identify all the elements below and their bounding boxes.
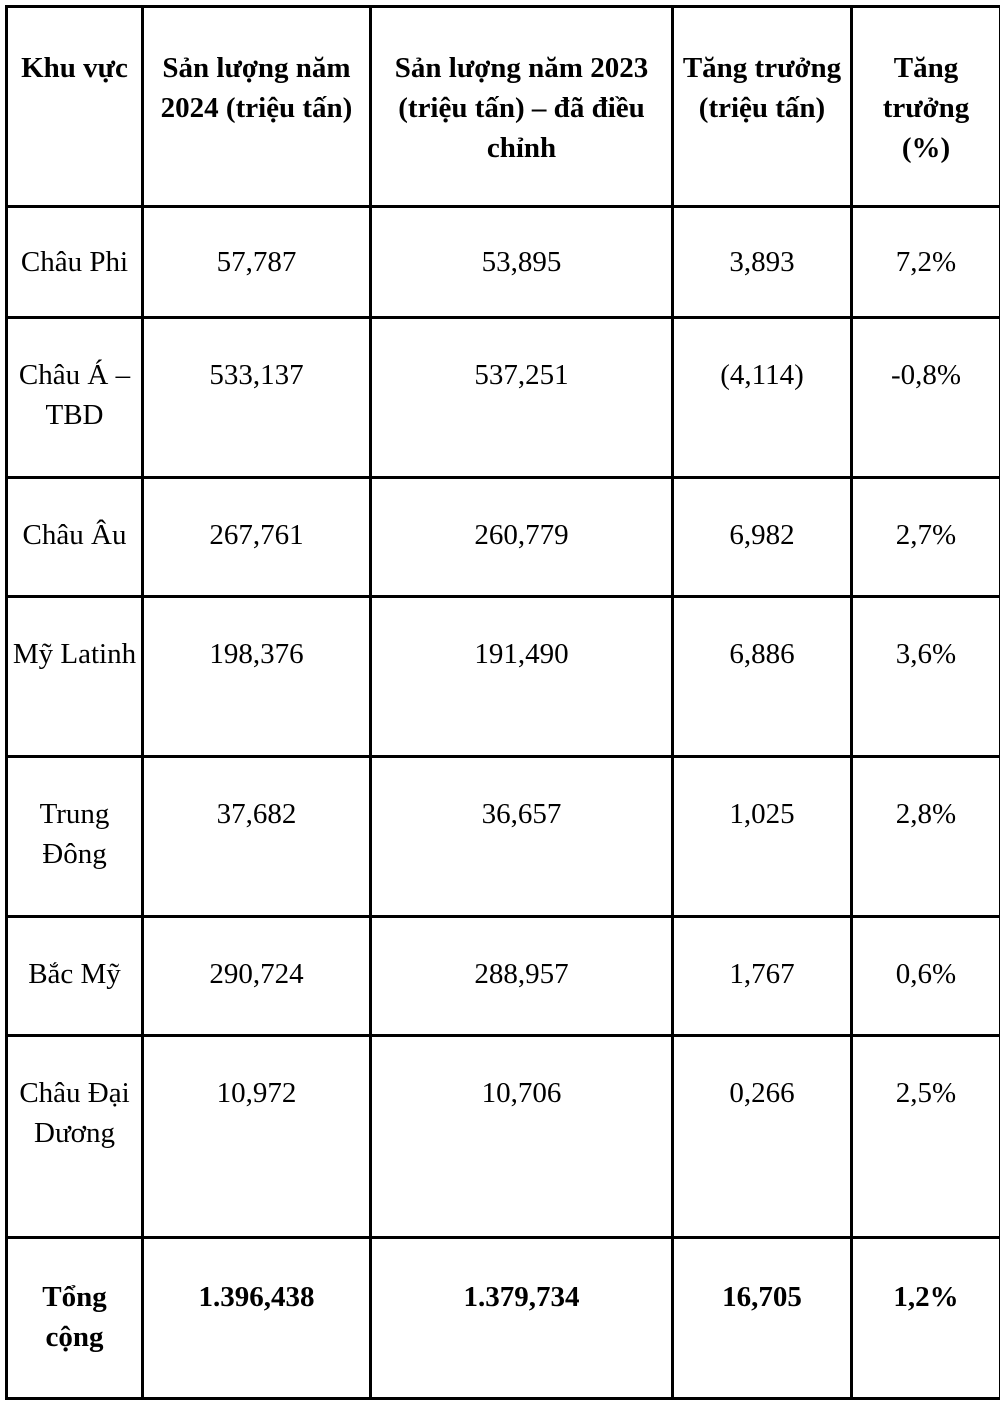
total-output-2023-cell: 1.379,734 xyxy=(371,1238,673,1399)
header-growth-volume: Tăng trưởng (triệu tấn) xyxy=(673,7,852,207)
growth-percent-cell: 2,8% xyxy=(852,757,1000,917)
header-growth-percent: Tăng trưởng (%) xyxy=(852,7,1000,207)
table-row xyxy=(7,757,1000,917)
total-growth-percent-cell: 1,2% xyxy=(852,1238,1000,1399)
output-2023-cell: 53,895 xyxy=(371,207,673,318)
region-cell: Trung Đông xyxy=(7,757,143,917)
total-label-cell: Tổng cộng xyxy=(7,1238,143,1399)
growth-percent-cell: 7,2% xyxy=(852,207,1000,318)
output-2023-cell: 36,657 xyxy=(371,757,673,917)
output-2023-cell: 537,251 xyxy=(371,318,673,478)
region-cell: Châu Á – TBD xyxy=(7,318,143,478)
output-2023-cell: 10,706 xyxy=(371,1036,673,1238)
header-output-2023: Sản lượng năm 2023 (triệu tấn) – đã điều chỉnh xyxy=(371,7,673,207)
region-cell: Châu Phi xyxy=(7,207,143,318)
table-row xyxy=(7,917,1000,1036)
growth-percent-cell: -0,8% xyxy=(852,318,1000,478)
output-2024-cell: 10,972 xyxy=(143,1036,371,1238)
output-2023-cell: 260,779 xyxy=(371,478,673,597)
output-2024-cell: 198,376 xyxy=(143,597,371,757)
growth-cell: 6,886 xyxy=(673,597,852,757)
table-row xyxy=(7,1036,1000,1238)
output-2024-cell: 37,682 xyxy=(143,757,371,917)
growth-cell: 6,982 xyxy=(673,478,852,597)
region-cell: Châu Âu xyxy=(7,478,143,597)
table-row xyxy=(7,207,1000,318)
growth-percent-cell: 3,6% xyxy=(852,597,1000,757)
table-row xyxy=(7,318,1000,478)
header-region: Khu vực xyxy=(7,7,143,207)
region-cell: Mỹ Latinh xyxy=(7,597,143,757)
region-cell: Bắc Mỹ xyxy=(7,917,143,1036)
growth-percent-cell: 2,7% xyxy=(852,478,1000,597)
total-output-2024-cell: 1.396,438 xyxy=(143,1238,371,1399)
total-growth-cell: 16,705 xyxy=(673,1238,852,1399)
region-cell: Châu Đại Dương xyxy=(7,1036,143,1238)
output-2024-cell: 267,761 xyxy=(143,478,371,597)
growth-cell: 0,266 xyxy=(673,1036,852,1238)
output-2024-cell: 57,787 xyxy=(143,207,371,318)
growth-percent-cell: 2,5% xyxy=(852,1036,1000,1238)
growth-cell: (4,114) xyxy=(673,318,852,478)
growth-percent-cell: 0,6% xyxy=(852,917,1000,1036)
table-row xyxy=(7,478,1000,597)
growth-cell: 1,767 xyxy=(673,917,852,1036)
output-2024-cell: 533,137 xyxy=(143,318,371,478)
header-output-2024: Sản lượng năm 2024 (triệu tấn) xyxy=(143,7,371,207)
growth-cell: 3,893 xyxy=(673,207,852,318)
total-row xyxy=(7,1238,1000,1399)
table-header-row xyxy=(7,7,1000,207)
output-2023-cell: 191,490 xyxy=(371,597,673,757)
output-2023-cell: 288,957 xyxy=(371,917,673,1036)
output-2024-cell: 290,724 xyxy=(143,917,371,1036)
table-row xyxy=(7,597,1000,757)
growth-cell: 1,025 xyxy=(673,757,852,917)
production-table xyxy=(5,5,1000,1400)
